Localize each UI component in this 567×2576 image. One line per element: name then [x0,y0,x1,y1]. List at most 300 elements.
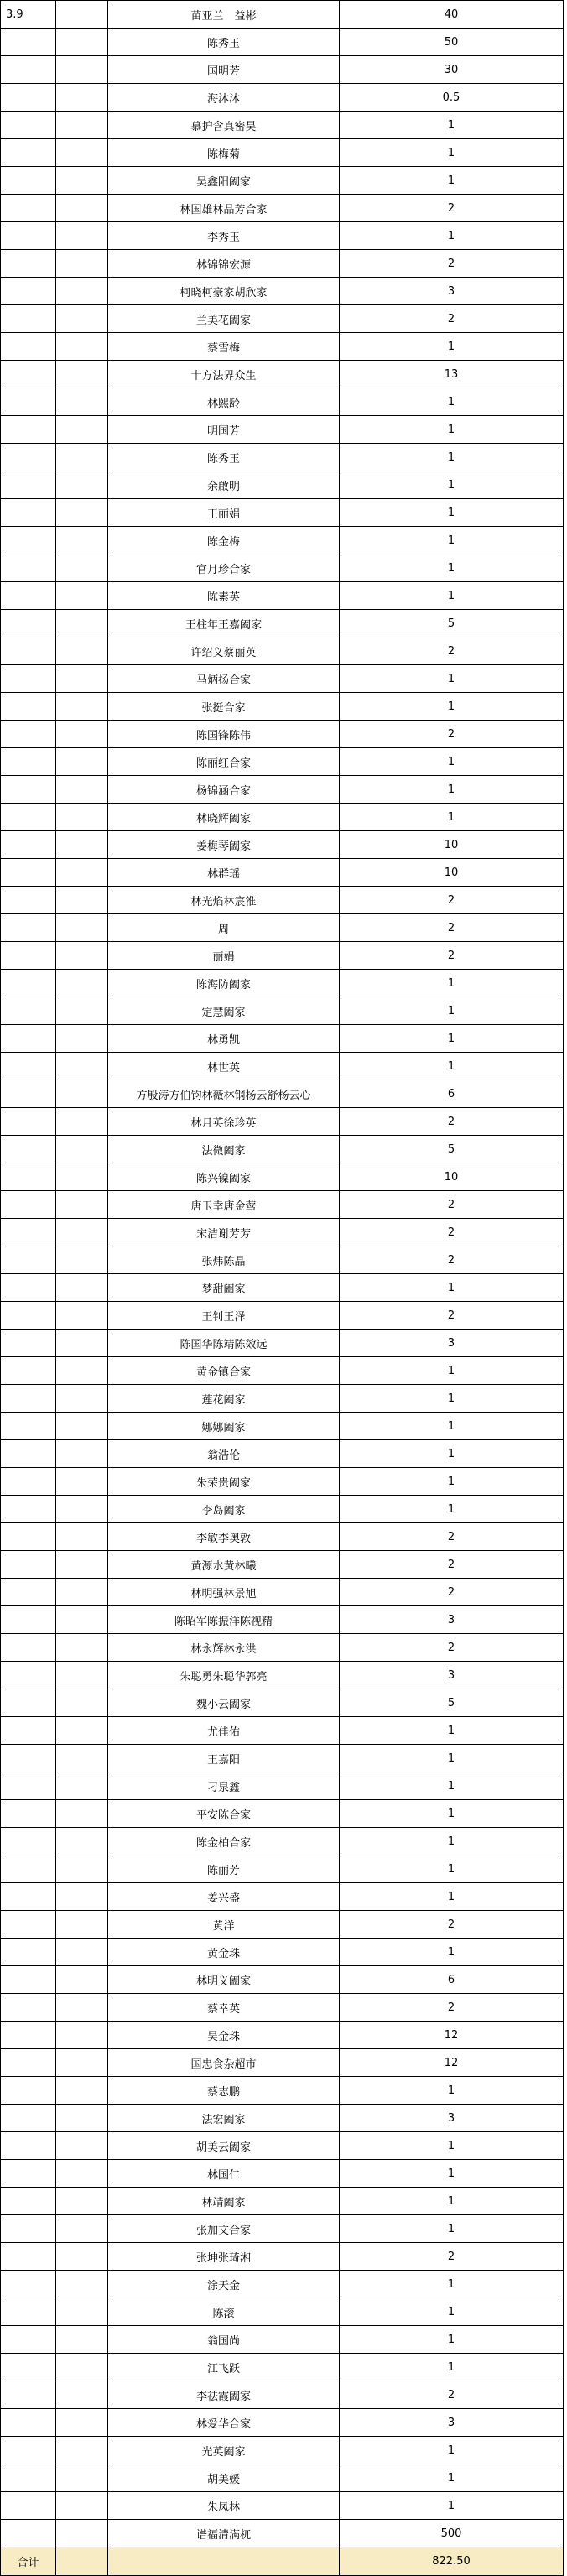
donor-name-cell: 黄金珠 [108,1939,340,1966]
date-cell [1,693,56,721]
donor-name-cell: 王钊王泽 [108,1302,340,1330]
date-cell [1,305,56,333]
blank-cell [56,1385,108,1413]
date-cell [1,471,56,499]
date-cell [1,278,56,305]
date-cell [1,2243,56,2271]
blank-cell [56,1,108,29]
table-row [1,1053,564,1080]
amount-cell: 1 [340,1440,564,1468]
table-row [1,1163,564,1191]
table-row [1,305,564,333]
blank-cell [56,250,108,278]
blank-cell [56,139,108,167]
blank-cell [56,2105,108,2132]
amount-cell: 1 [340,693,564,721]
amount-cell: 1 [340,333,564,361]
donor-name-cell: 张加文合家 [108,2215,340,2243]
amount-cell: 10 [340,859,564,887]
date-cell [1,1828,56,1855]
table-row [1,2188,564,2215]
donor-name-cell: 蔡志鹏 [108,2077,340,2105]
date-cell [1,1025,56,1053]
amount-cell: 10 [340,831,564,859]
date-cell [1,1800,56,1828]
blank-cell [56,2520,108,2547]
date-cell [1,1330,56,1357]
donor-name-cell: 姜兴盛 [108,1883,340,1911]
blank-cell [56,1939,108,1966]
table-row [1,2243,564,2271]
donor-name-cell: 张坤张琦湘 [108,2243,340,2271]
date-cell [1,1551,56,1579]
date-cell [1,2077,56,2105]
table-row [1,250,564,278]
amount-cell: 1 [340,1274,564,1302]
donor-name-cell: 林靖阖家 [108,2188,340,2215]
blank-cell [56,388,108,416]
date-cell [1,1440,56,1468]
blank-cell [56,1136,108,1163]
table-row [1,665,564,693]
total-amount: 822.50 [340,2547,564,2576]
donor-name-cell: 黄洋 [108,1911,340,1939]
amount-cell: 2 [340,721,564,748]
table-row [1,1,564,29]
donor-name-cell: 国忠食杂超市 [108,2049,340,2077]
blank-cell [56,1080,108,1108]
table-row [1,112,564,139]
amount-cell: 1 [340,2271,564,2298]
blank-cell [56,2409,108,2437]
amount-cell: 1 [340,1800,564,1828]
date-cell [1,2437,56,2464]
date-cell [1,1883,56,1911]
donor-name-cell: 翁浩伦 [108,1440,340,1468]
blank-cell [56,1551,108,1579]
blank-cell [56,195,108,222]
amount-cell: 2 [340,637,564,665]
date-cell [1,1634,56,1662]
table-row [1,2132,564,2160]
amount-cell: 1 [340,1385,564,1413]
amount-cell: 1 [340,222,564,250]
donor-name-cell: 陈素英 [108,582,340,610]
amount-cell: 1 [340,2298,564,2326]
donor-name-cell: 李祛霞阖家 [108,2381,340,2409]
donor-name-cell: 定慧阖家 [108,997,340,1025]
amount-cell: 1 [340,2492,564,2520]
date-cell [1,361,56,388]
blank-cell [56,1966,108,1994]
donor-name-cell: 唐玉幸唐金莺 [108,1191,340,1219]
donor-name-cell: 林明义阖家 [108,1966,340,1994]
blank-cell [56,665,108,693]
donor-name-cell: 林永辉林永洪 [108,1634,340,1662]
amount-cell: 2 [340,914,564,942]
donor-name-cell: 朱聪勇朱聪华郭亮 [108,1662,340,1689]
date-cell [1,2464,56,2492]
blank-cell [56,1800,108,1828]
blank-cell [56,1274,108,1302]
blank-cell [56,471,108,499]
table-row [1,859,564,887]
donor-name-cell: 江飞跃 [108,2354,340,2381]
table-row [1,2160,564,2188]
blank-cell [56,554,108,582]
table-row [1,1219,564,1246]
blank-cell [56,1745,108,1772]
date-cell [1,1357,56,1385]
amount-cell: 2 [340,1246,564,1274]
date-cell [1,527,56,554]
donor-name-cell: 胡美媛 [108,2464,340,2492]
table-row [1,1468,564,1496]
date-cell [1,139,56,167]
blank-cell [56,1717,108,1745]
table-row [1,582,564,610]
amount-cell: 2 [340,1523,564,1551]
blank-cell [56,278,108,305]
date-cell [1,1662,56,1689]
table-row [1,195,564,222]
table-row [1,1994,564,2022]
amount-cell: 2 [340,2243,564,2271]
amount-cell: 1 [340,1828,564,1855]
date-cell [1,1496,56,1523]
date-cell [1,1108,56,1136]
donor-name-cell: 陈丽芳 [108,1855,340,1883]
amount-cell: 3 [340,1662,564,1689]
table-row [1,2022,564,2049]
blank-cell [56,2298,108,2326]
table-row [1,1496,564,1523]
table-row [1,942,564,970]
donor-name-cell: 黄金镇合家 [108,1357,340,1385]
donor-name-cell: 陈金梅 [108,527,340,554]
donor-name-cell: 林光焰林宸淮 [108,887,340,914]
blank-cell [56,1911,108,1939]
donor-name-cell: 法微阖家 [108,1136,340,1163]
blank-cell [56,1246,108,1274]
donor-name-cell: 张炜陈晶 [108,1246,340,1274]
date-cell [1,2271,56,2298]
blank-cell [56,2243,108,2271]
table-row [1,416,564,444]
table-row [1,1274,564,1302]
amount-cell: 2 [340,1994,564,2022]
date-cell [1,333,56,361]
table-row [1,1413,564,1440]
amount-cell: 3 [340,2409,564,2437]
blank-cell [56,1219,108,1246]
donor-name-cell: 吴金珠 [108,2022,340,2049]
donor-name-cell: 兰美花阖家 [108,305,340,333]
table-row [1,527,564,554]
donor-name-cell: 余啟明 [108,471,340,499]
donor-name-cell: 陈金柏合家 [108,1828,340,1855]
table-row [1,1025,564,1053]
table-row [1,167,564,195]
date-cell [1,2409,56,2437]
donor-name-cell: 官月珍合家 [108,554,340,582]
table-row [1,1662,564,1689]
blank-cell [56,2464,108,2492]
amount-cell: 2 [340,305,564,333]
blank-cell [56,1108,108,1136]
amount-cell: 2 [340,2381,564,2409]
blank-cell [56,1828,108,1855]
table-row [1,1939,564,1966]
table-row [1,444,564,471]
donor-name-cell: 李岛阖家 [108,1496,340,1523]
donor-name-cell: 王丽娟 [108,499,340,527]
donor-name-cell: 朱荣贵阖家 [108,1468,340,1496]
table-row [1,2437,564,2464]
date-cell [1,444,56,471]
date-cell [1,914,56,942]
donor-name-cell: 王嘉阳 [108,1745,340,1772]
table-row [1,139,564,167]
table-row [1,1440,564,1468]
blank-cell [56,2132,108,2160]
table-row [1,970,564,997]
amount-cell: 1 [340,2132,564,2160]
donor-name-cell: 平安陈合家 [108,1800,340,1828]
date-cell [1,942,56,970]
donor-name-cell: 胡美云阖家 [108,2132,340,2160]
blank-cell [56,2160,108,2188]
amount-cell: 2 [340,195,564,222]
date-cell [1,776,56,804]
donor-name-cell: 陈梅菊 [108,139,340,167]
table-row [1,1966,564,1994]
date-cell [1,887,56,914]
date-cell [1,1385,56,1413]
amount-cell: 1 [340,776,564,804]
date-cell [1,554,56,582]
date-cell [1,1689,56,1717]
amount-cell: 6 [340,1966,564,1994]
amount-cell: 2 [340,887,564,914]
amount-cell: 1 [340,554,564,582]
table-row [1,1108,564,1136]
blank-cell [56,776,108,804]
blank-cell [108,2547,340,2576]
blank-cell [56,1191,108,1219]
date-cell [1,56,56,84]
date-cell [1,721,56,748]
date-cell [1,2520,56,2547]
donor-name-cell: 林熙龄 [108,388,340,416]
blank-cell [56,1579,108,1606]
amount-cell: 50 [340,29,564,56]
table-row [1,1136,564,1163]
donor-name-cell: 陈国锋陈伟 [108,721,340,748]
blank-cell [56,1689,108,1717]
blank-cell [56,1772,108,1800]
blank-cell [56,1330,108,1357]
donor-name-cell: 林国雄林晶芳合家 [108,195,340,222]
amount-cell: 5 [340,1136,564,1163]
table-row [1,2354,564,2381]
amount-cell: 5 [340,610,564,637]
date-cell [1,637,56,665]
date-cell [1,1966,56,1994]
donor-name-cell: 陈兴镍阖家 [108,1163,340,1191]
amount-cell: 30 [340,56,564,84]
table-row [1,831,564,859]
amount-cell: 1 [340,748,564,776]
donor-name-cell: 许绍义蔡丽英 [108,637,340,665]
table-row [1,2105,564,2132]
date-cell [1,1911,56,1939]
blank-cell [56,887,108,914]
table-row [1,997,564,1025]
amount-cell: 10 [340,1163,564,1191]
table-row [1,1634,564,1662]
date-cell [1,2132,56,2160]
donor-name-cell: 刁泉鑫 [108,1772,340,1800]
blank-cell [56,444,108,471]
amount-cell: 1 [340,2215,564,2243]
amount-cell: 1 [340,1939,564,1966]
date-cell [1,1053,56,1080]
table-row [1,1246,564,1274]
table-row [1,610,564,637]
blank-cell [56,2215,108,2243]
donor-name-cell: 陈昭军陈振洋陈视精 [108,1606,340,1634]
date-cell [1,1468,56,1496]
donor-name-cell: 谱福清满杌 [108,2520,340,2547]
amount-cell: 2 [340,1191,564,1219]
date-cell [1,1274,56,1302]
blank-cell [56,2077,108,2105]
date-cell [1,1246,56,1274]
blank-cell [56,1025,108,1053]
donor-name-cell: 蔡幸英 [108,1994,340,2022]
amount-cell: 1 [340,2464,564,2492]
date-cell [1,29,56,56]
blank-cell [56,970,108,997]
donor-name-cell: 慕护含真密昊 [108,112,340,139]
donor-name-cell: 黄源水黄林曦 [108,1551,340,1579]
donor-name-cell: 尤佳佑 [108,1717,340,1745]
donor-name-cell: 朱凤林 [108,2492,340,2520]
date-cell [1,2215,56,2243]
amount-cell: 1 [340,970,564,997]
table-row [1,1689,564,1717]
date-cell [1,970,56,997]
table-row [1,222,564,250]
blank-cell [56,84,108,112]
amount-cell: 1 [340,388,564,416]
date-cell [1,2105,56,2132]
blank-cell [56,2381,108,2409]
donor-name-cell: 涂天金 [108,2271,340,2298]
date-cell [1,2354,56,2381]
date-cell [1,388,56,416]
donor-name-cell: 十方法界众生 [108,361,340,388]
amount-cell: 1 [340,1883,564,1911]
blank-cell [56,305,108,333]
blank-cell [56,997,108,1025]
table-row [1,2049,564,2077]
amount-cell: 1 [340,1053,564,1080]
date-cell [1,2160,56,2188]
blank-cell [56,2547,108,2576]
blank-cell [56,610,108,637]
table-row [1,1828,564,1855]
date-cell [1,1994,56,2022]
table-row [1,471,564,499]
table-row [1,1191,564,1219]
donor-name-cell: 林国仁 [108,2160,340,2188]
blank-cell [56,361,108,388]
table-row [1,776,564,804]
date-cell [1,1606,56,1634]
donor-name-cell: 方殷涛方伯钧林薇林钢杨云舒杨云心 [108,1080,340,1108]
blank-cell [56,582,108,610]
amount-cell: 1 [340,1855,564,1883]
donor-name-cell: 姜梅琴阖家 [108,831,340,859]
date-cell [1,1745,56,1772]
donor-name-cell: 李秀玉 [108,222,340,250]
date-cell [1,250,56,278]
amount-cell: 1 [340,112,564,139]
amount-cell: 1 [340,444,564,471]
donor-name-cell: 光英阖家 [108,2437,340,2464]
blank-cell [56,859,108,887]
blank-cell [56,2022,108,2049]
blank-cell [56,1855,108,1883]
amount-cell: 2 [340,942,564,970]
amount-cell: 2 [340,1634,564,1662]
date-cell [1,831,56,859]
date-cell [1,582,56,610]
date-cell [1,2492,56,2520]
amount-cell: 500 [340,2520,564,2547]
date-cell [1,1855,56,1883]
amount-cell: 1 [340,2354,564,2381]
table-row [1,748,564,776]
blank-cell [56,222,108,250]
donor-name-cell: 魏小云阖家 [108,1689,340,1717]
donor-name-cell: 莲花阖家 [108,1385,340,1413]
amount-cell: 1 [340,1025,564,1053]
date-cell [1,1136,56,1163]
donor-name-cell: 马炳扬合家 [108,665,340,693]
donor-name-cell: 丽娟 [108,942,340,970]
donor-name-cell: 翁国尚 [108,2326,340,2354]
blank-cell [56,1357,108,1385]
blank-cell [56,2049,108,2077]
date-cell: 3.9 [1,1,56,29]
table-row [1,2298,564,2326]
date-cell [1,167,56,195]
table-row [1,333,564,361]
date-cell [1,112,56,139]
date-cell [1,1579,56,1606]
table-row [1,2492,564,2520]
table-row [1,1357,564,1385]
amount-cell: 40 [340,1,564,29]
date-cell [1,1080,56,1108]
donor-name-cell: 林世英 [108,1053,340,1080]
date-cell [1,2022,56,2049]
amount-cell: 2 [340,1219,564,1246]
amount-cell: 1 [340,804,564,831]
